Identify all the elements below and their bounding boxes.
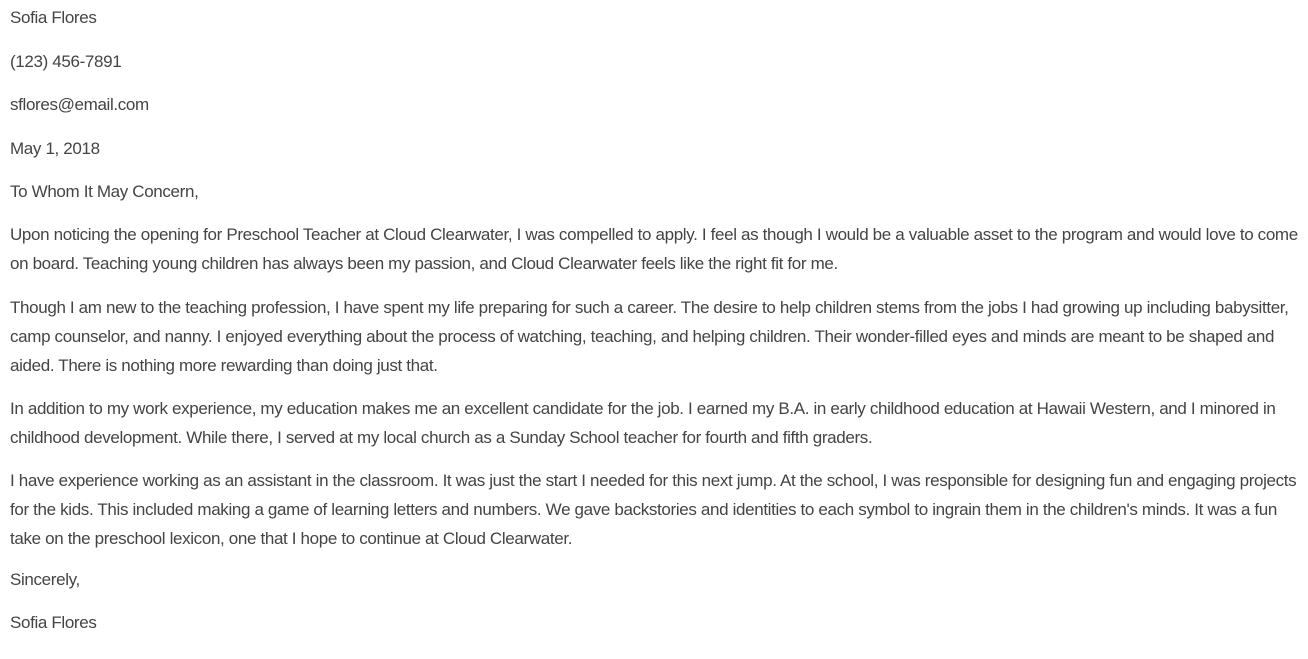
body-paragraph-1: Upon noticing the opening for Preschool Teacher at Cloud Clearwater, I was compelled to apply. I feel as though I would be a valuable asset to the program and would love to come on board. Teaching young children has always been my passion, and Cloud Clearwater feels like the right fit for me. (10, 225, 1298, 273)
salutation: To Whom It May Concern, (10, 182, 199, 201)
sender-phone: (123) 456-7891 (10, 52, 122, 71)
body-paragraph-3: In addition to my work experience, my education makes me an excellent candidate for the job. I earned my B.A. in early childhood education at Hawaii Western, and I minored in childhood development. While there, I served at my local church as a Sunday School teacher for fourth and fifth graders. (10, 399, 1276, 447)
letter-date: May 1, 2018 (10, 139, 100, 158)
body-paragraph-2: Though I am new to the teaching profession, I have spent my life preparing for such a career. The desire to help children stems from the jobs I had growing up including babysitter, camp counselor, and nanny. I enjoyed everything about the process of watching, teaching, and helping children. Their wonder-filled eyes and minds are meant to be shaped and aided. There is nothing more rewarding than doing just that. (10, 298, 1289, 375)
signature: Sofia Flores (10, 613, 97, 632)
body-paragraph-4: I have experience working as an assistant in the classroom. It was just the start I needed for this next jump. At the school, I was responsible for designing fun and engaging projects for the kids. This included making a game of learning letters and numbers. We gave backstories and identities to each symbol to ingrain them in the children's minds. It was a fun take on the preschool lexicon, one that I hope to continue at Cloud Clearwater. (10, 471, 1297, 548)
closing: Sincerely, (10, 570, 80, 589)
sender-email: sflores@email.com (10, 95, 149, 114)
sender-name: Sofia Flores (10, 8, 97, 27)
